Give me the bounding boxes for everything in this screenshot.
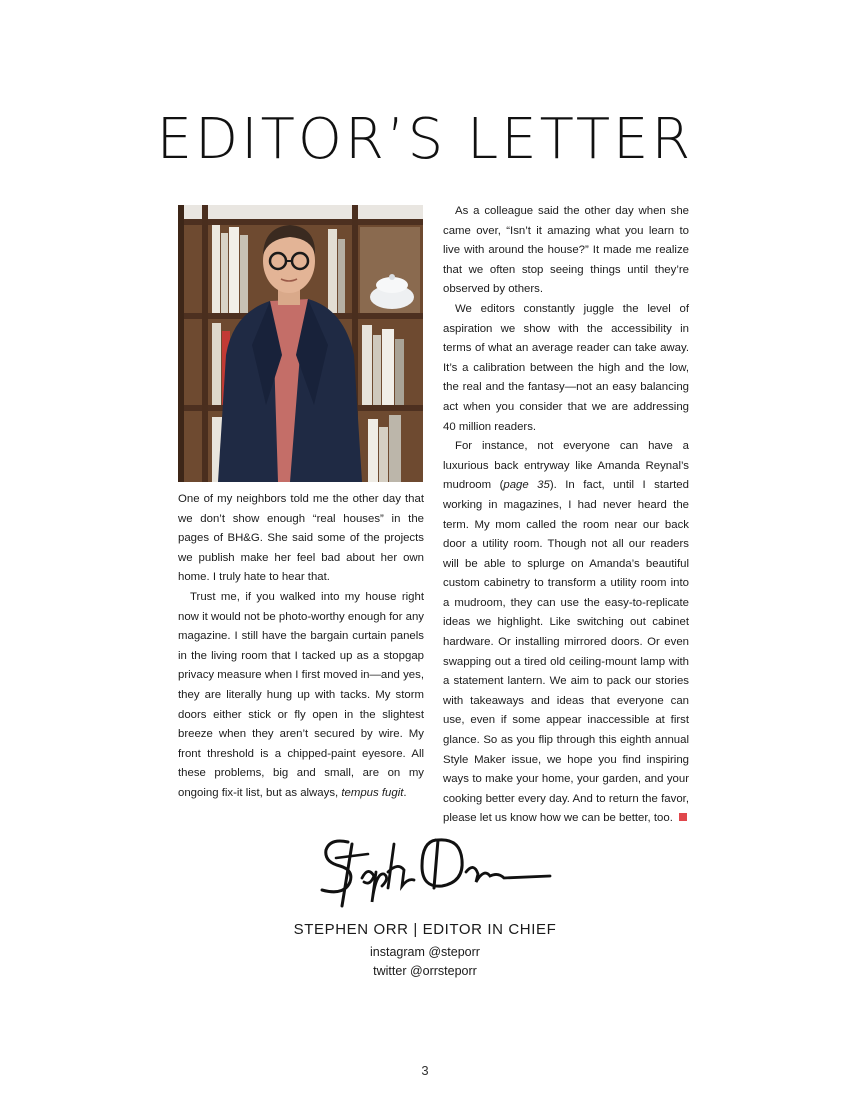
tempus-fugit-italic: tempus fugit [341, 786, 404, 799]
editor-portrait-photo [178, 205, 423, 482]
left-paragraph-2 [178, 588, 424, 804]
page-title: EDITOR’S LETTER [156, 107, 694, 172]
editor-signature [318, 832, 554, 914]
right-paragraph-2: We editors constantly juggle the level of aspiration we show with the accessibility in terms of what an average reader can take away. It’s a calibration between the high and the low, the real and the fantasy—not an easy balancing act when you consider that we are addressing 40 million readers. [443, 302, 689, 433]
right-paragraph-3-rest: ). In fact, until I started working in magazines, I had never heard the term. My mom called the room near our back door a utility room. Though not all our readers will be able to splurge on Amanda’s beautiful custom cabinetry to transform a utility room into a mudroom, they can use the easy-to-replicate ideas we highlight. Like switching out cabinet hardware. Or installing mirrored doors. Or even swapping out a tired old ceiling-mount lamp with a statement lantern. We aim to pack our stories with takeaways and ideas that everyone can use, even if some appear inaccessible at first glance. So as you flip through this eighth annual Style Maker issue, we hope you find inspiring ways to make your home, your garden, and your cooking better every day. And to return the favor, please let us know how we can be better, too. [443, 479, 689, 825]
left-paragraph-2-text: Trust me, if you walked into my house right now it would not be photo-worthy enough for any magazine. I still have the bargain curtain panels in the living room that I tacked up as a stopgap privacy measure when I first moved in—and yes, they are literally hung up with tacks. My storm doors either stick or fly open in the slightest breeze when they aren’t secured by wire. My front threshold is a chipped-paint eyesore. All these problems, big and small, are on my ongoing fix-it list, but as always, [178, 590, 424, 799]
left-paragraph-1: One of my neighbors told me the other day that we don’t show enough “real houses” in the pages of BH&G. She said some of the projects we publish make her feel bad about her own home. I truly hate to hear that. [178, 493, 424, 584]
left-paragraph-2-end: . [403, 786, 407, 799]
editor-name-title: STEPHEN ORR | EDITOR IN CHIEF [293, 921, 557, 938]
page-reference: page 35 [503, 479, 550, 492]
page-number: 3 [421, 1063, 429, 1078]
right-paragraph-1: As a colleague said the other day when she came over, “Isn’t it amazing what you learn to live with around the house?” It made me realize that we often stop seeing things until they’re observed by others. [443, 205, 689, 296]
right-paragraph-3 [443, 437, 689, 829]
letter-right-column [443, 202, 689, 829]
instagram-handle: instagram @steporr [370, 945, 480, 959]
end-mark-square-icon [679, 813, 687, 821]
letter-left-column [178, 490, 424, 804]
twitter-handle: twitter @orrsteporr [373, 964, 477, 978]
editor-portrait-illustration [178, 205, 423, 482]
right-paragraph-3-start: For instance, not everyone can have a luxurious back entryway like Amanda Reynal’s mudroom ( [443, 440, 689, 492]
